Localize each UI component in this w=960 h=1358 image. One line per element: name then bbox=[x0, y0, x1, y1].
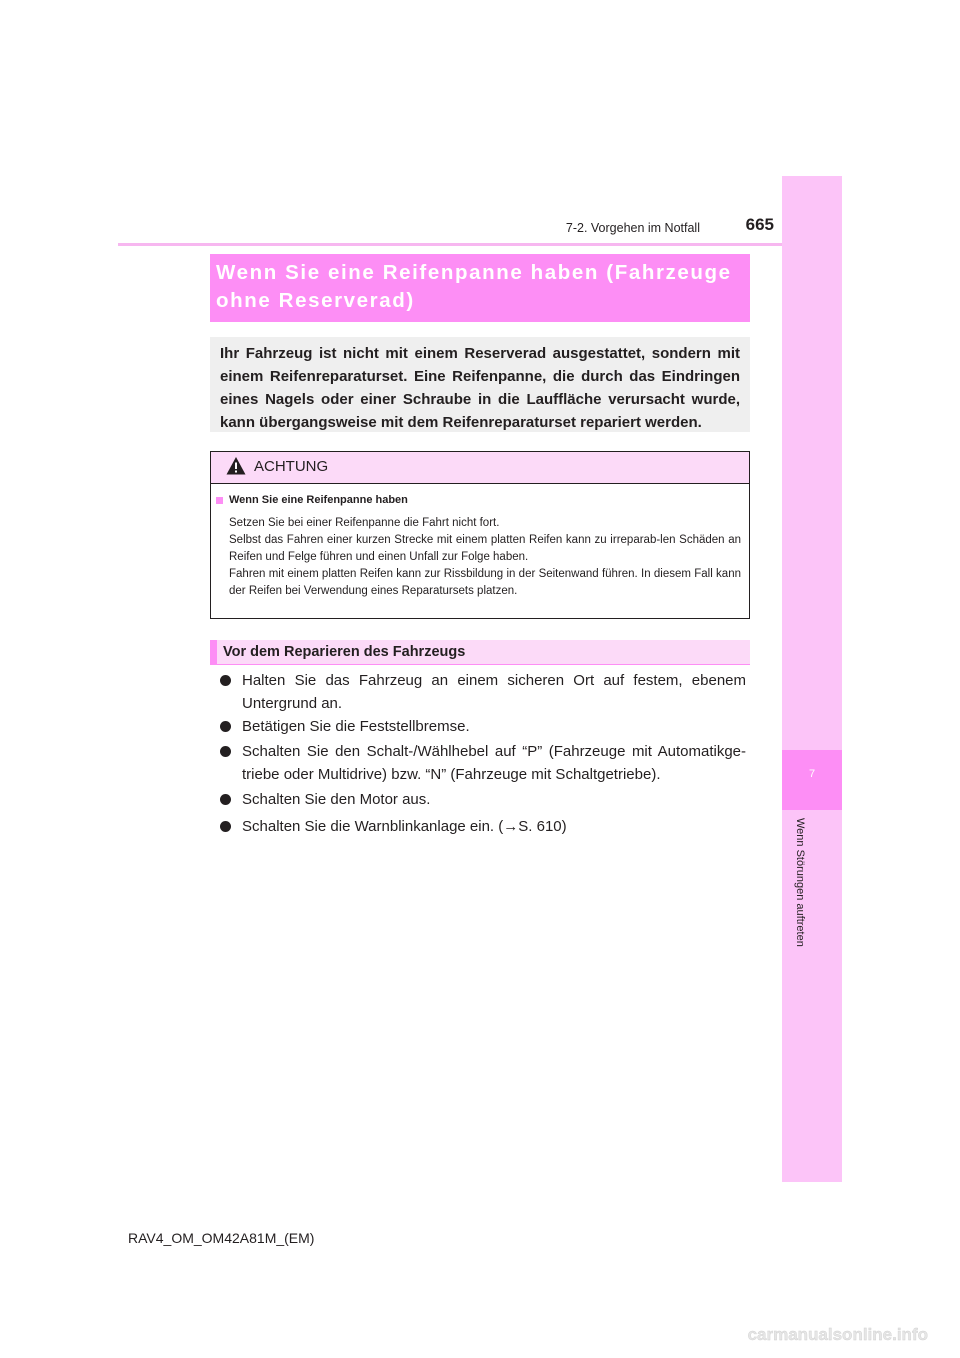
chapter-number: 7 bbox=[808, 768, 816, 780]
warning-triangle-icon bbox=[226, 456, 246, 476]
list-item-text: Schalten Sie den Schalt-/Wählhebel auf “P” (Fahrzeuge mit Automatikge-triebe oder Multidrive) bzw. “N” (Fahrzeuge mit Schaltgetriebe). bbox=[242, 743, 746, 783]
list-item bbox=[220, 669, 746, 715]
chapter-side-tab-active bbox=[782, 750, 842, 810]
list-item-text: Halten Sie das Fahrzeug an einem sicheren Ort auf festem, ebenem Untergrund an. bbox=[242, 672, 746, 712]
header-rule bbox=[118, 243, 842, 246]
subsection-title: Vor dem Reparieren des Fahrzeugs bbox=[223, 644, 466, 660]
subsection-accent bbox=[210, 640, 217, 665]
caution-text bbox=[229, 515, 741, 600]
bullet-dot-icon bbox=[220, 675, 231, 686]
chapter-side-tab bbox=[782, 176, 842, 1182]
chapter-title: 7-2. Vorgehen im Notfall bbox=[565, 221, 700, 235]
intro-text: Ihr Fahrzeug ist nicht mit einem Reserverad ausgestattet, sondern mit einem Reifenreparaturset. Eine Reifenpanne, die durch das Eindringen eines Nagels oder einer Schraube in die Lauffläche verursacht wurde, kann übergangsweise mit dem Reifenreparaturset repariert werden. bbox=[220, 345, 740, 431]
caution-subheading: Wenn Sie eine Reifenpanne haben bbox=[229, 494, 408, 506]
list-item bbox=[220, 740, 746, 786]
list-item bbox=[220, 788, 746, 811]
list-item-text: Schalten Sie den Motor aus. bbox=[242, 791, 431, 808]
section-title bbox=[216, 259, 748, 315]
caution-line: Selbst das Fahren einer kurzen Strecke mit einem platten Reifen kann zu irreparab-len Schäden an Reifen und Felge führen und einen Unfall zur Folge haben. bbox=[229, 534, 741, 563]
bullet-dot-icon bbox=[220, 794, 231, 805]
svg-text:carmanualsonline.info: carmanualsonline.info bbox=[747, 1325, 928, 1344]
bullet-dot-icon bbox=[220, 821, 231, 832]
list-item bbox=[220, 715, 746, 738]
page-number: 665 bbox=[745, 215, 774, 234]
list-item-text: Betätigen Sie die Feststellbremse. bbox=[242, 718, 470, 735]
caution-line: Fahren mit einem platten Reifen kann zur Rissbildung in der Seitenwand führen. In diesem Fall kann der Reifen bei Verwendung eines Reparatursets platzen. bbox=[229, 568, 741, 597]
section-title-line-2: ohne Reserverad) bbox=[216, 289, 415, 312]
caution-line: Setzen Sie bei einer Reifenpanne die Fahrt nicht fort. bbox=[229, 517, 500, 529]
bullet-dot-icon bbox=[220, 721, 231, 732]
footer-document-code: RAV4_OM_OM42A81M_(EM) bbox=[128, 1230, 315, 1246]
caution-subheading-marker bbox=[216, 497, 223, 504]
list-item-text: Schalten Sie die Warnblinkanlage ein. (→S. 610) bbox=[242, 818, 567, 835]
list-item bbox=[220, 815, 746, 838]
watermark-logo bbox=[710, 1320, 930, 1346]
chapter-label-vertical: Wenn Störungen auftreten bbox=[794, 818, 806, 947]
caution-title: ACHTUNG bbox=[254, 458, 329, 475]
section-title-line-1: Wenn Sie eine Reifenpanne haben (Fahrzeuge bbox=[216, 261, 732, 284]
bullet-dot-icon bbox=[220, 746, 231, 757]
